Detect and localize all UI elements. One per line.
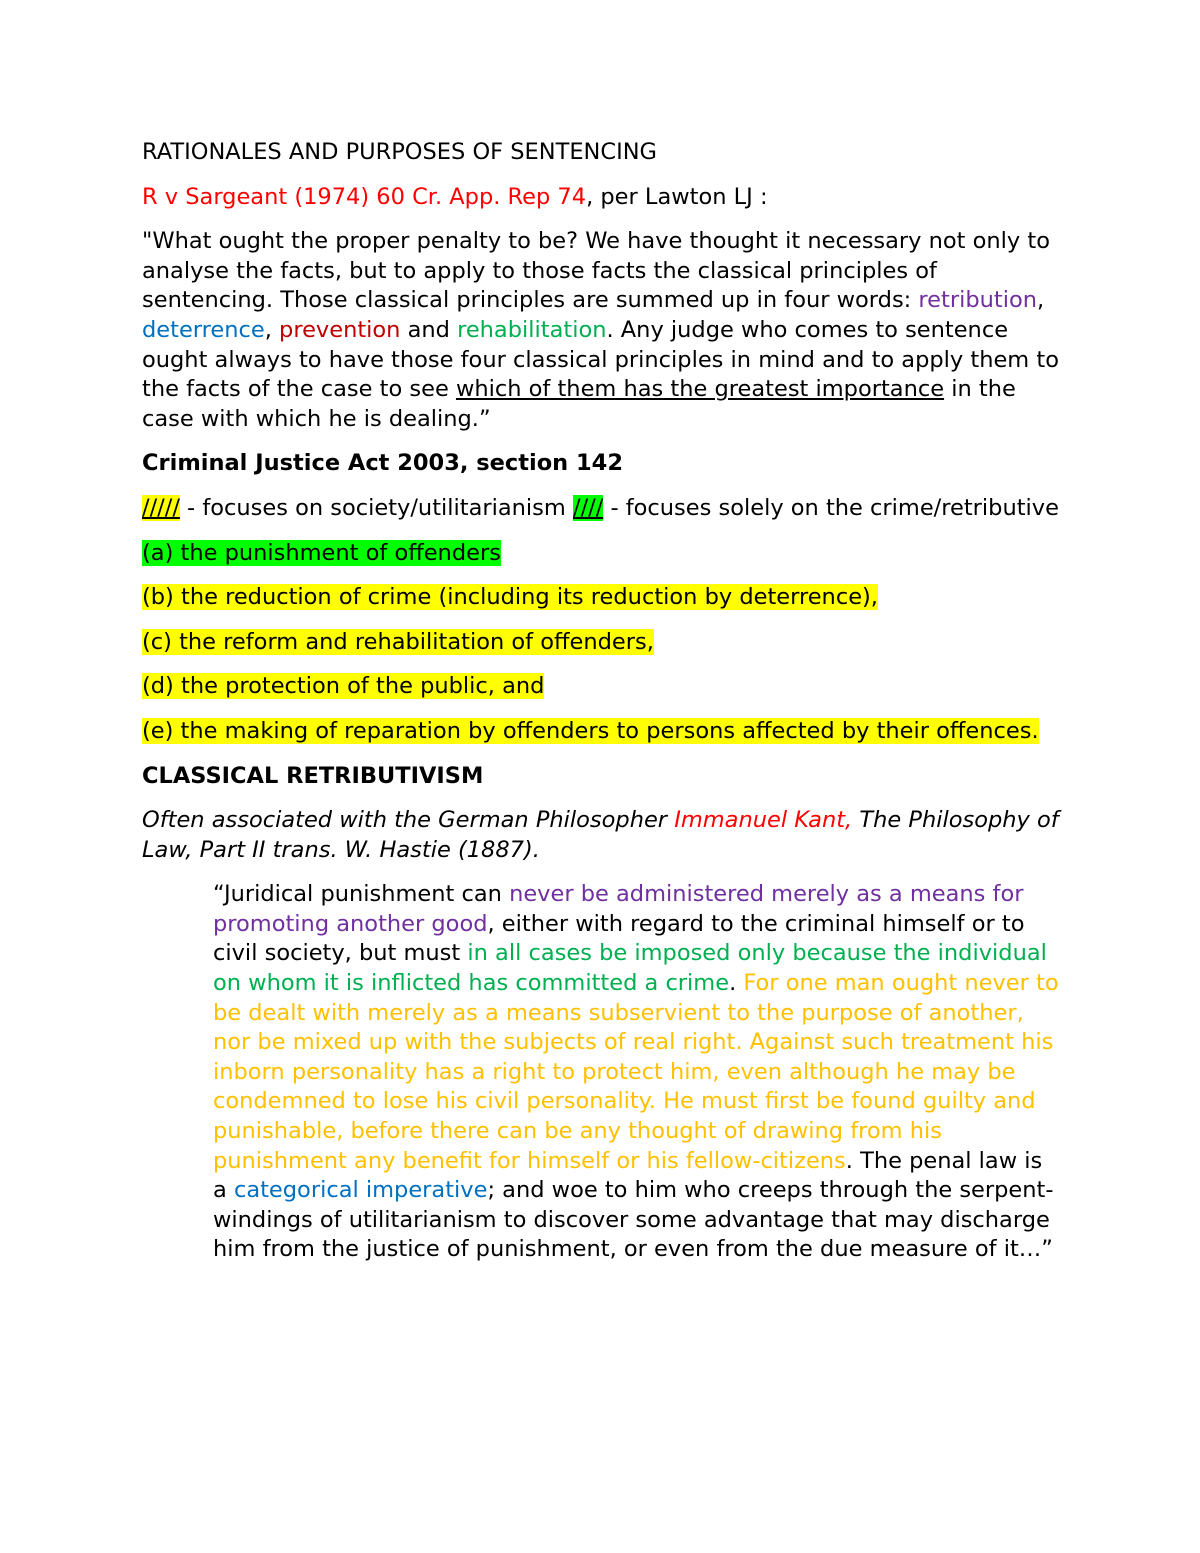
purpose-a: (a) the punishment of offenders <box>142 539 501 566</box>
retributivism-heading: CLASSICAL RETRIBUTIVISM <box>142 762 484 789</box>
yellow-legend-mark: ///// <box>142 494 180 521</box>
green-legend-mark: //// <box>572 494 604 521</box>
highlight-legend: ///// - focuses on society/utilitarianism //// - focuses solely on the crime/retributive <box>142 494 1059 521</box>
word-rehabilitation: rehabilitation <box>457 316 607 343</box>
sargeant-quote: "What ought the proper penalty to be? We have thought it necessary not only to analyse the facts, but to apply to those facts the classical principles of sentencing. Those classical principles are summed up in four words: retribution, deterrence, prevention and rehabilitation. Any judge who comes to sentence ought always to have those four classical principles in mind and to apply them to the facts of the case to see which of them has the greatest importance in the case with which he is dealing.” <box>142 228 1059 432</box>
page-title: RATIONALES AND PURPOSES OF SENTENCING <box>142 139 657 165</box>
case-citation <box>142 183 1062 213</box>
case-judge: , per Lawton LJ : <box>586 183 768 210</box>
kant-quote: “Juridical punishment can never be administered merely as a means for promoting another good, either with regard to the criminal himself or to civil society, but must in all cases be imposed only because the individual on whom it is inflicted has committed a crime. For one man ought never to be dealt with merely as a means subservient to the purpose of another, nor be mixed up with the subjects of real right. Against such treatment his inborn personality has a right to protect him, even although he may be condemned to lose his civil personality. He must first be found guilty and punishable, before there can be any thought of drawing from his punishment any benefit for himself or his fellow-citizens. The penal law is a categorical imperative; and woe to him who creeps through the serpent-windings of utilitarianism to discover some advantage that may discharge him from the justice of punishment, or even from the due measure of it…” <box>213 881 1059 1263</box>
kant-intro: Often associated with the German Philosopher Immanuel Kant, The Philosophy of Law, Part II trans. W. Hastie (1887). <box>142 807 1059 863</box>
document-page <box>142 138 1062 1280</box>
purpose-c: (c) the reform and rehabilitation of offenders, <box>142 628 654 655</box>
purpose-e: (e) the making of reparation by offenders to persons affected by their offences. <box>142 717 1039 744</box>
purpose-d: (d) the protection of the public, and <box>142 673 545 700</box>
cja-heading: Criminal Justice Act 2003, section 142 <box>142 450 623 477</box>
case-name: R v Sargeant (1974) 60 Cr. App. Rep 74 <box>142 183 587 210</box>
word-deterrence: deterrence <box>142 316 265 343</box>
word-retribution: retribution <box>918 287 1037 314</box>
underlined-phrase: which of them has the greatest importance <box>455 376 945 403</box>
word-prevention: prevention <box>279 316 401 343</box>
philosopher-name: Immanuel Kant, <box>674 807 853 834</box>
purpose-b: (b) the reduction of crime (including its reduction by deterrence), <box>142 584 878 611</box>
